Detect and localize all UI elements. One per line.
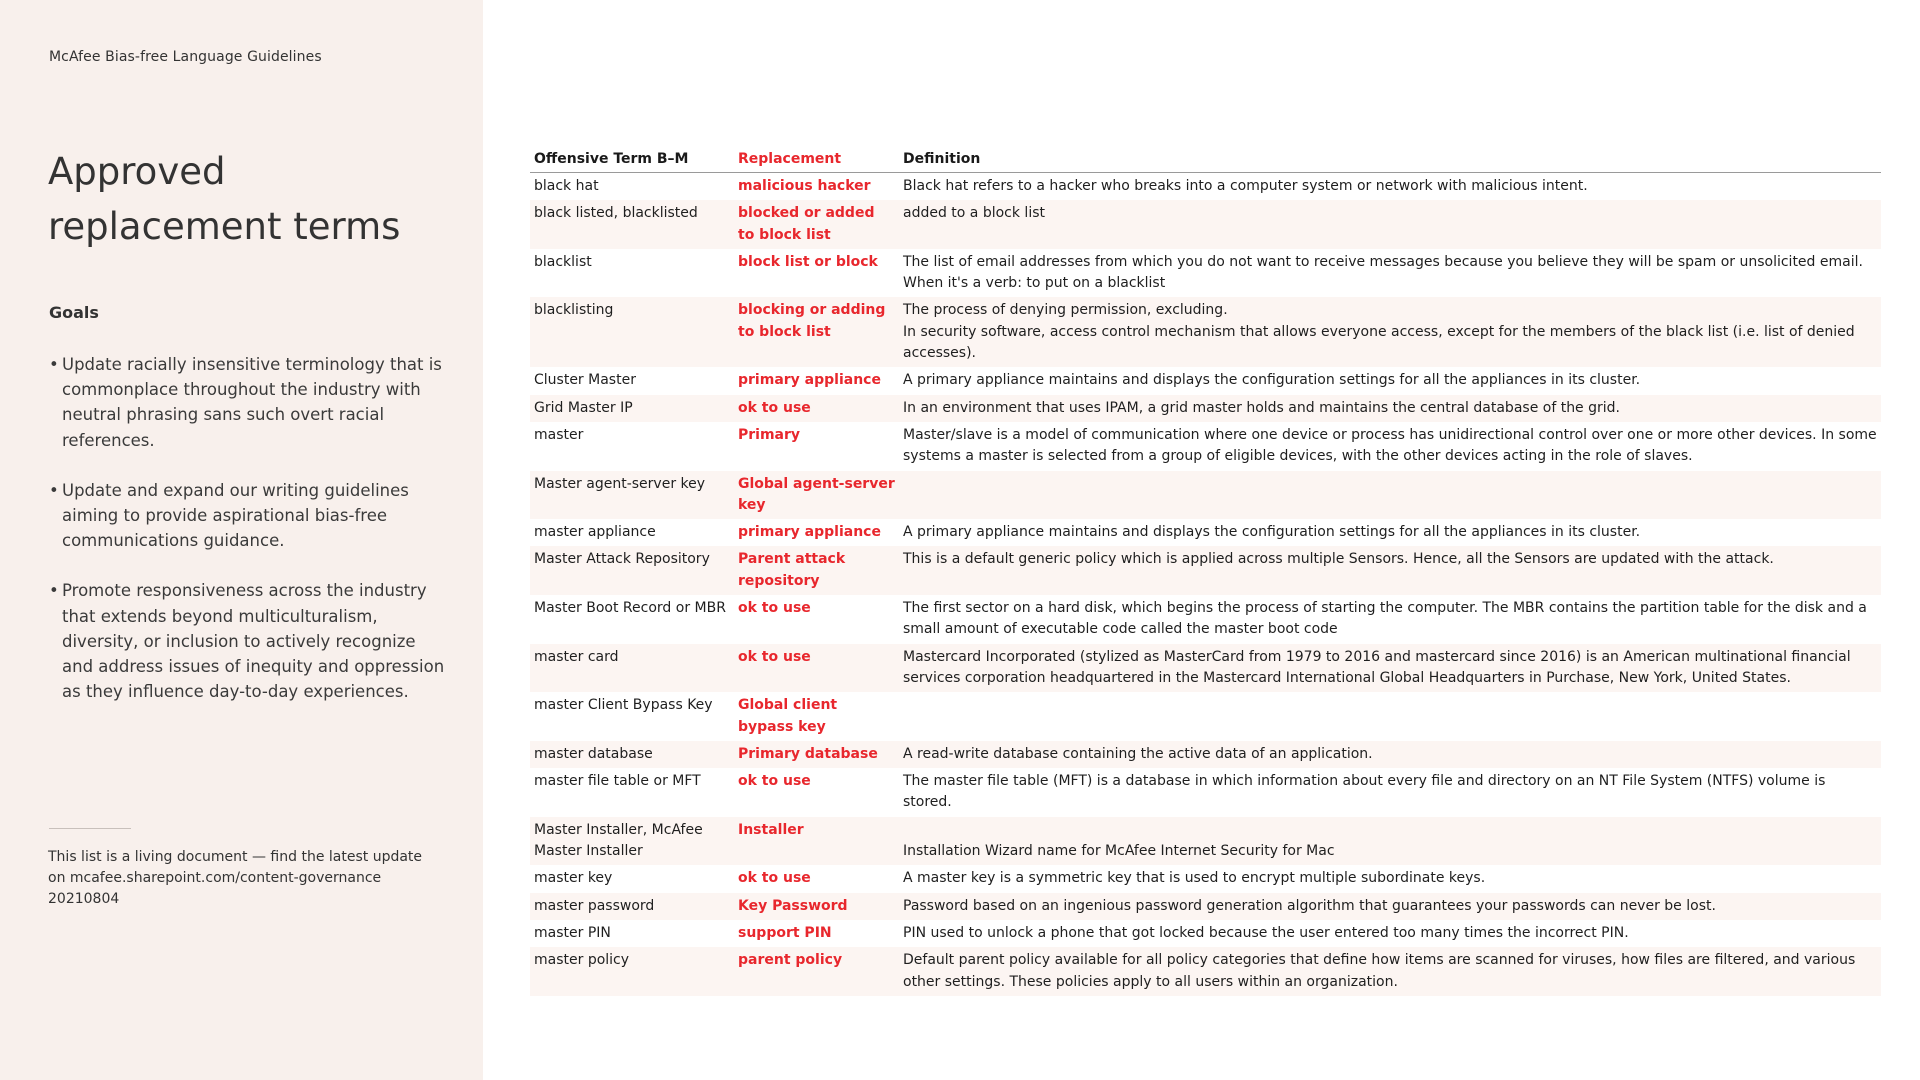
- definition-cell: [899, 692, 1881, 741]
- offensive-term-cell: master database: [530, 741, 734, 768]
- table-row: [530, 920, 1881, 947]
- table-row: [530, 893, 1881, 920]
- definition-cell: Mastercard Incorporated (stylized as MasterCard from 1979 to 2016 and mastercard since 2016) is an American multinational financial services corporation headquartered in the Mastercard International Global Headquarters in Purchase, New York, United States.: [899, 644, 1881, 693]
- definition-cell: The process of denying permission, excluding. In security software, access control mechanism that allows everyone access, except for the members of the black list (i.e. list of denied accesses).: [899, 297, 1881, 367]
- offensive-term-cell: black hat: [534, 178, 599, 194]
- replacement-cell: blocking or adding to block list: [734, 297, 899, 367]
- definition-cell: This is a default generic policy which is applied across multiple Sensors. Hence, all the Sensors are updated with the attack.: [899, 546, 1881, 595]
- table-body: [530, 173, 1881, 996]
- table-row: [530, 768, 1881, 817]
- goal-item: • Update racially insensitive terminology that is commonplace throughout the industry with neutral phrasing sans such overt racial references.: [49, 352, 449, 453]
- offensive-term-cell: Cluster Master: [534, 372, 636, 389]
- table-row: [530, 595, 1881, 644]
- offensive-term-cell: Master Attack Repository: [530, 546, 734, 595]
- replacement-cell: primary appliance: [738, 524, 881, 541]
- replacement-cell: blocked or added to block list: [734, 200, 899, 249]
- replacement-cell: Parent attack repository: [734, 546, 899, 595]
- replacement-cell: block list or block: [738, 253, 878, 270]
- definition-cell: Installation Wizard name for McAfee Internet Security for Mac: [899, 817, 1881, 866]
- definition-cell: PIN used to unlock a phone that got locked because the user entered too many times the incorrect PIN.: [903, 924, 1629, 941]
- definition-cell: A master key is a symmetric key that is used to encrypt multiple subordinate keys.: [903, 870, 1486, 887]
- table-row: [530, 519, 1881, 546]
- table-row: [530, 865, 1881, 892]
- sidebar-panel: [0, 0, 483, 1080]
- definition-cell: The first sector on a hard disk, which begins the process of starting the computer. The MBR contains the partition table for the disk and a small amount of executable code called the master boot code: [903, 600, 1867, 638]
- definition-cell: Default parent policy available for all policy categories that define how items are scanned for viruses, how files are filtered, and various other settings. These policies apply to all users within an organization.: [899, 947, 1881, 996]
- footnote-link-line: on mcafee.sharepoint.com/content-governance: [48, 870, 382, 886]
- table-header-row: [530, 148, 1881, 173]
- table-row: [530, 546, 1881, 595]
- goals-list: [49, 352, 449, 729]
- document-title: McAfee Bias-free Language Guidelines: [49, 49, 322, 65]
- table-row: [530, 947, 1881, 996]
- definition-cell: Master/slave is a model of communication where one device or process has unidirectional control over one or more other devices. In some systems a master is selected from a group of eligible devices, with the other devices acting in the role of slaves.: [903, 426, 1877, 465]
- replacement-cell: Global client bypass key: [738, 697, 838, 735]
- table-row: [530, 471, 1881, 520]
- replacement-cell: Primary database: [734, 741, 899, 768]
- definition-cell: In an environment that uses IPAM, a grid master holds and maintains the central database of the grid.: [899, 395, 1881, 422]
- table-row: [530, 249, 1881, 298]
- footnote-date: 20210804: [48, 891, 120, 907]
- table-row: [530, 367, 1881, 394]
- replacement-cell: Primary: [738, 426, 801, 443]
- definition-cell: A read-write database containing the active data of an application.: [899, 741, 1881, 768]
- offensive-term-cell: Grid Master IP: [530, 395, 734, 422]
- offensive-term-cell: master: [534, 426, 584, 443]
- definition-cell: The list of email addresses from which you do not want to receive messages because you believe they will be spam or unsolicited email. When it's a verb: to put on a blacklist: [903, 253, 1863, 292]
- footnote: [48, 847, 428, 910]
- offensive-term-cell: master Client Bypass Key: [534, 697, 713, 714]
- definition-cell: The master file table (MFT) is a database in which information about every file and directory on an NT File System (NTFS) volume is stored.: [903, 773, 1826, 811]
- offensive-term-cell: black listed, blacklisted: [530, 200, 734, 249]
- replacement-cell: malicious hacker: [738, 178, 871, 194]
- offensive-term-cell: blacklist: [534, 253, 592, 270]
- offensive-term-cell: master password: [530, 893, 734, 920]
- offensive-term-cell: Master Installer, McAfee Master Installer: [530, 817, 734, 866]
- table-row: [530, 422, 1881, 471]
- replacement-cell: support PIN: [738, 924, 832, 941]
- column-header-definition: Definition: [899, 148, 1881, 173]
- replacement-cell: ok to use: [734, 644, 899, 693]
- offensive-term-cell: master appliance: [534, 524, 656, 541]
- definition-cell: Black hat refers to a hacker who breaks into a computer system or network with malicious intent.: [903, 178, 1588, 194]
- column-header-term: Offensive Term B–M: [530, 148, 734, 173]
- definition-cell: A primary appliance maintains and displays the configuration settings for all the appliances in its cluster.: [903, 524, 1641, 541]
- column-header-replacement: Replacement: [734, 148, 899, 173]
- offensive-term-cell: master card: [530, 644, 734, 693]
- table-row: [530, 644, 1881, 693]
- page-heading: Approved replacement terms: [48, 150, 401, 248]
- definition-cell: A primary appliance maintains and displays the configuration settings for all the appliances in its cluster.: [903, 372, 1641, 389]
- definition-cell: added to a block list: [899, 200, 1881, 249]
- offensive-term-cell: master PIN: [534, 924, 611, 941]
- offensive-term-cell: master file table or MFT: [534, 773, 701, 790]
- footnote-divider: [49, 828, 131, 829]
- replacement-cell: parent policy: [734, 947, 899, 996]
- offensive-term-cell: blacklisting: [530, 297, 734, 367]
- offensive-term-cell: Master agent-server key: [530, 471, 734, 520]
- replacement-cell: ok to use: [734, 395, 899, 422]
- replacement-cell: Installer: [734, 817, 899, 866]
- offensive-term-cell: Master Boot Record or MBR: [534, 600, 726, 617]
- replacement-cell: Global agent-server key: [734, 471, 899, 520]
- table-row: [530, 692, 1881, 741]
- replacement-cell: ok to use: [738, 600, 811, 617]
- table-row: [530, 741, 1881, 768]
- definition-cell: Password based on an ingenious password generation algorithm that guarantees your passwords can never be lost.: [899, 893, 1881, 920]
- table-row: [530, 200, 1881, 249]
- replacement-cell: primary appliance: [738, 372, 881, 389]
- table-row: [530, 297, 1881, 367]
- goals-label: Goals: [49, 303, 99, 322]
- offensive-term-cell: master policy: [530, 947, 734, 996]
- definition-cell: [899, 471, 1881, 520]
- replacement-terms-table: [530, 148, 1881, 996]
- table-row: [530, 817, 1881, 866]
- goal-item: • Update and expand our writing guidelines aiming to provide aspirational bias-free communications guidance.: [49, 478, 449, 554]
- replacement-cell: ok to use: [738, 870, 811, 887]
- replacement-cell: ok to use: [738, 773, 811, 790]
- footnote-line: This list is a living document — find the latest update: [48, 849, 423, 865]
- offensive-term-cell: master key: [534, 870, 613, 887]
- table-row: [530, 395, 1881, 422]
- table-row: [530, 173, 1881, 201]
- goal-item: • Promote responsiveness across the industry that extends beyond multiculturalism, diversity, or inclusion to actively recognize and address issues of inequity and oppression as they influence day-to-day experiences.: [49, 578, 449, 704]
- replacement-cell: Key Password: [734, 893, 899, 920]
